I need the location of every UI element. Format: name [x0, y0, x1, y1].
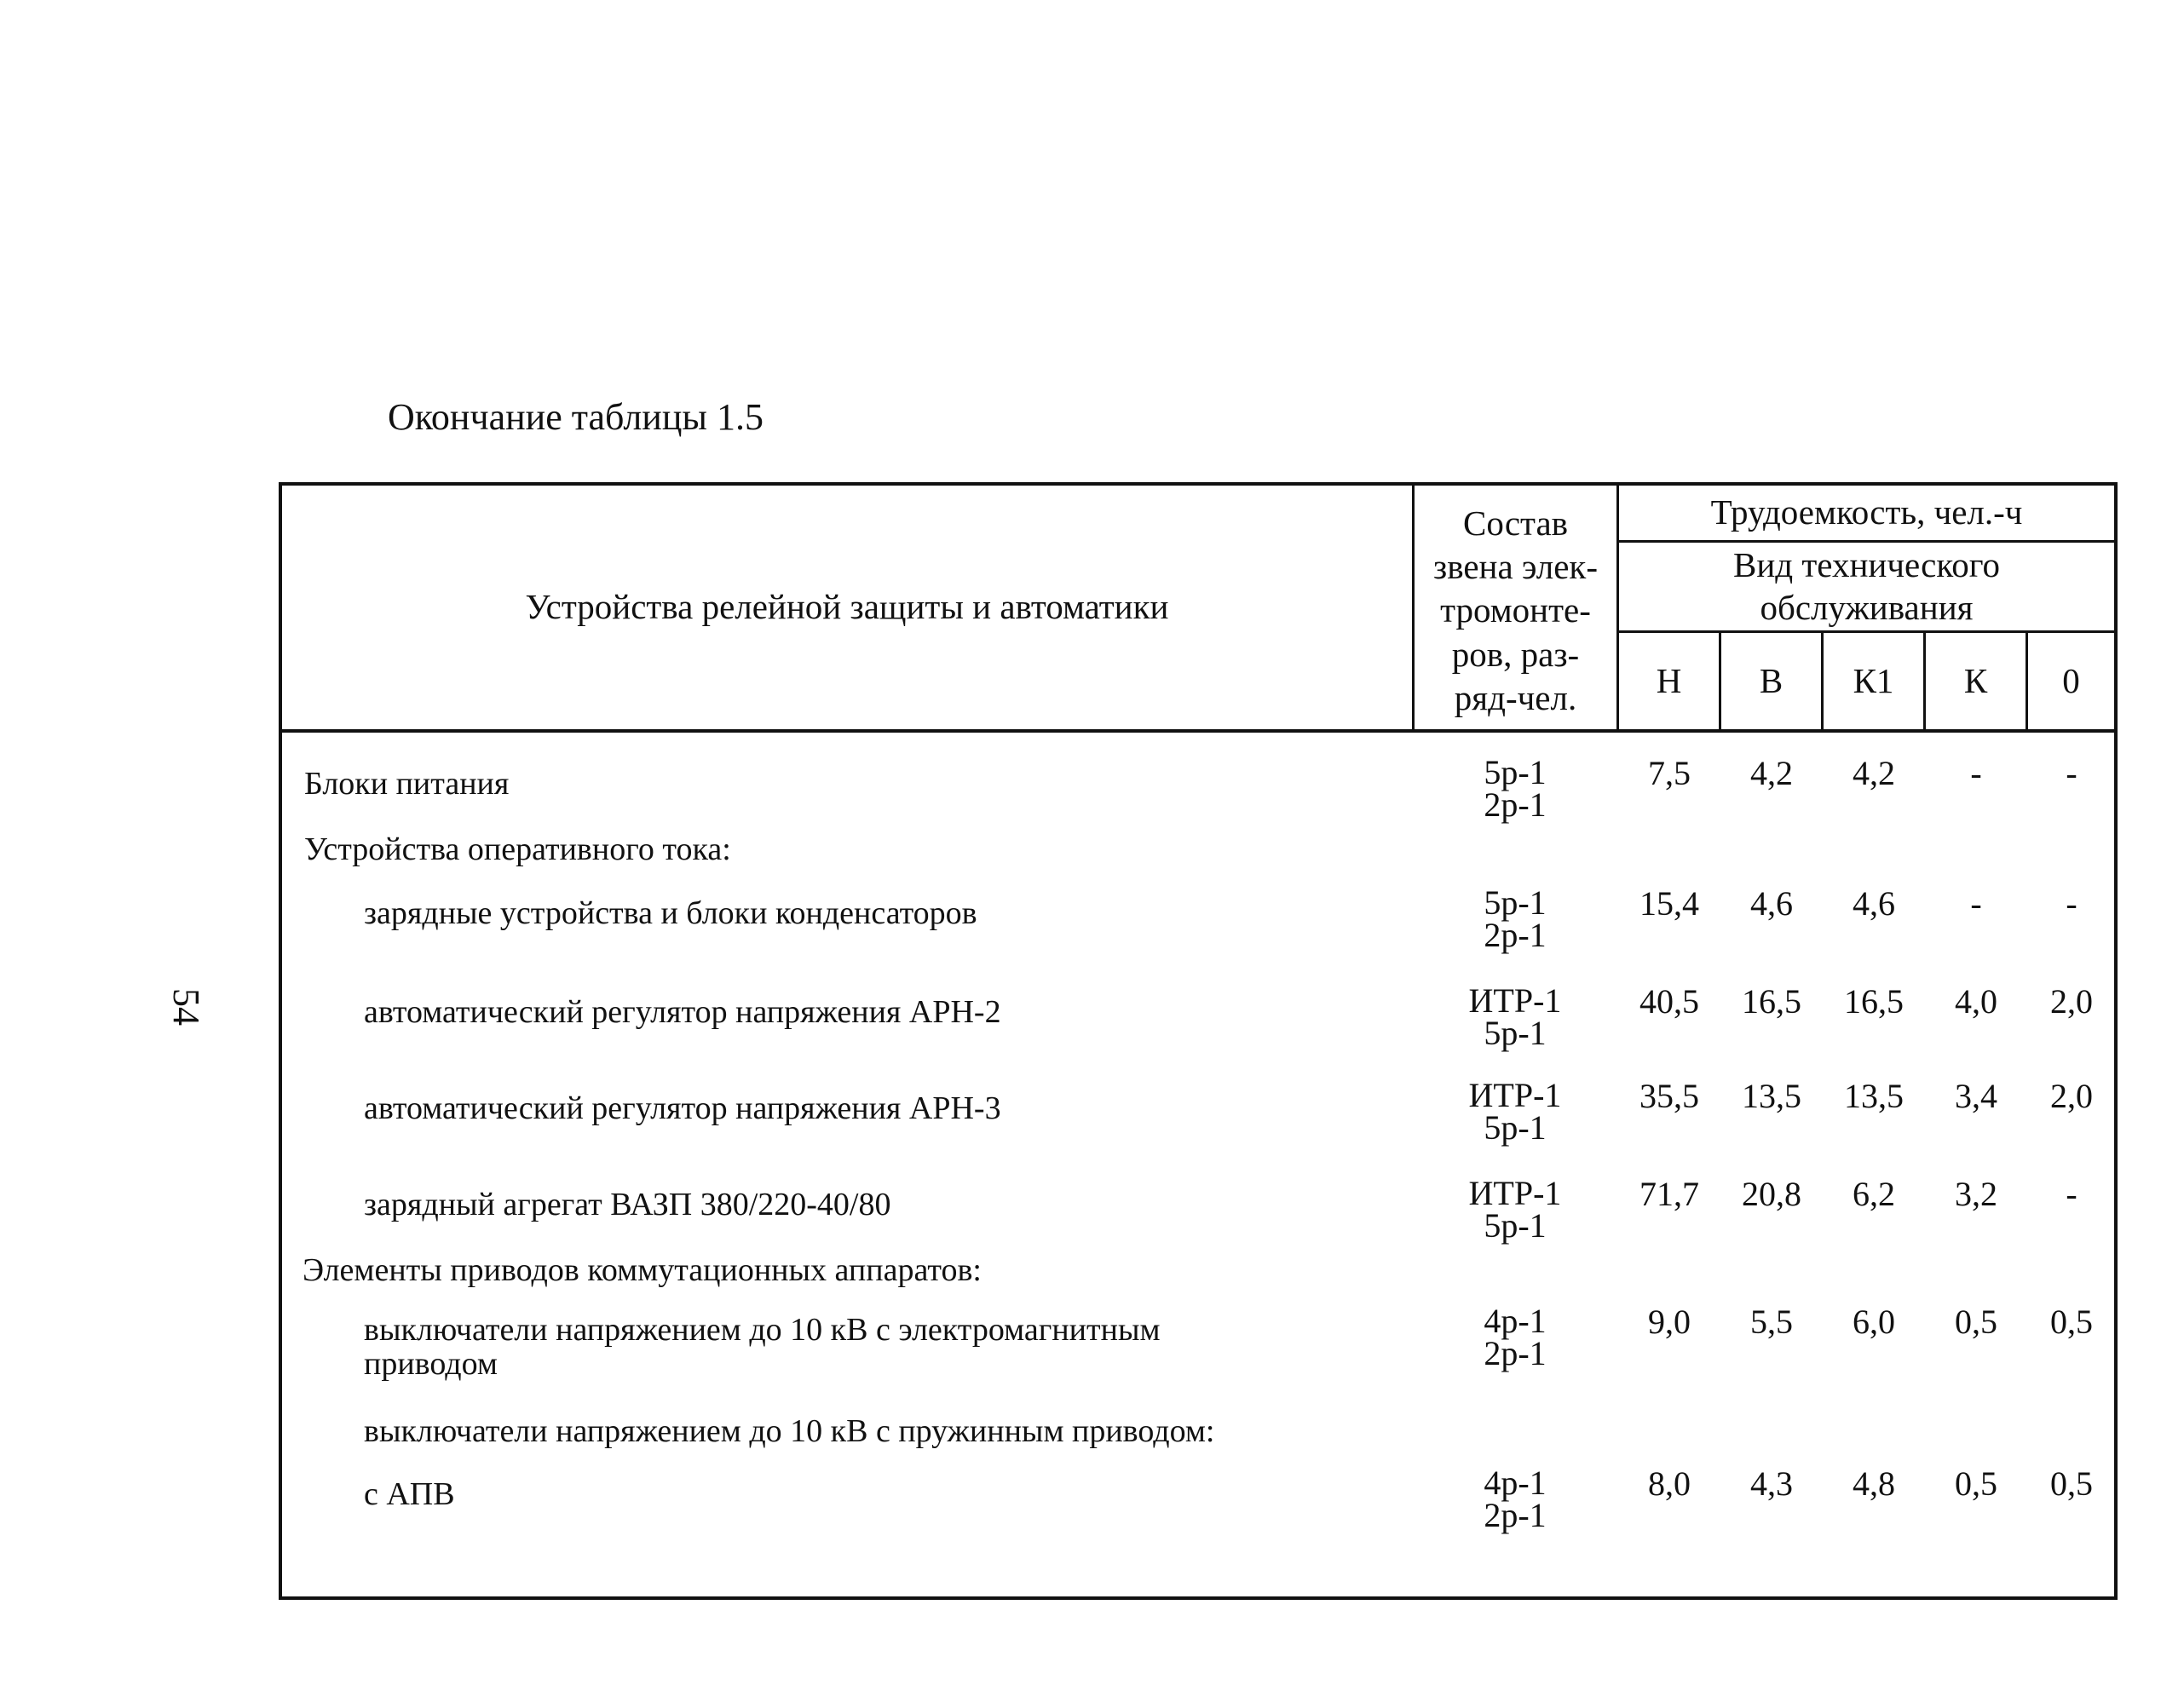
crew-line: 5р-1	[1484, 1206, 1547, 1245]
crew-line: 2р-1	[1484, 1496, 1547, 1534]
crew-line: 4р-1	[1484, 1464, 1547, 1502]
row-name	[364, 1314, 1161, 1382]
row-value: 5,5	[1750, 1303, 1793, 1341]
crew-line: 5р-1	[1484, 753, 1547, 791]
row-value: 20,8	[1742, 1175, 1801, 1213]
row-value: 0,5	[2050, 1303, 2093, 1341]
service-type-header	[1619, 543, 2114, 630]
row-value: 7,5	[1648, 754, 1691, 792]
service-code-header	[1824, 633, 1923, 729]
service-code-label: В	[1759, 660, 1784, 700]
crew-header-line-1: Состав	[1462, 503, 1569, 543]
crew-column-header	[1415, 499, 1616, 722]
service-type-line-1: Вид технического	[1732, 545, 2001, 585]
service-code-header	[1619, 633, 1719, 729]
row-value: 6,0	[1853, 1303, 1895, 1341]
row-value: 4,3	[1750, 1464, 1793, 1503]
row-value: 9,0	[1648, 1303, 1691, 1341]
row-name-line: выключатели напряжением до 10 кВ с электромагнитным	[364, 1312, 1161, 1348]
row-value: 0,5	[2050, 1464, 2093, 1503]
section-heading: выключатели напряжением до 10 кВ с пружинным приводом:	[364, 1413, 1215, 1449]
row-value: 4,2	[1750, 754, 1793, 792]
service-code-label: К1	[1853, 660, 1894, 700]
row-name: Блоки питания	[304, 766, 510, 802]
row-value: -	[1970, 884, 1982, 923]
table-caption: Окончание таблицы 1.5	[388, 396, 764, 438]
row-value: -	[2066, 884, 2077, 923]
service-code-header	[2028, 633, 2114, 729]
service-type-line-2: обслуживания	[1760, 587, 1974, 627]
row-value: 16,5	[1844, 982, 1904, 1021]
row-crew	[1443, 753, 1588, 824]
row-value: 4,2	[1853, 754, 1895, 792]
row-name: зарядный агрегат ВАЗП 380/220-40/80	[364, 1187, 891, 1222]
row-crew	[1443, 1464, 1588, 1534]
crew-line: 2р-1	[1484, 916, 1547, 954]
device-column-label: Устройства релейной защиты и автоматики	[525, 587, 1169, 627]
row-value: -	[2066, 1175, 2077, 1213]
row-value: 4,8	[1853, 1464, 1895, 1503]
row-value: 71,7	[1639, 1175, 1699, 1213]
row-value: 16,5	[1742, 982, 1801, 1021]
row-value: 2,0	[2050, 1077, 2093, 1115]
header-bottom-rule	[282, 729, 2114, 733]
labor-header	[1619, 486, 2114, 540]
row-crew	[1443, 883, 1588, 954]
crew-line: ИТР-1	[1468, 1076, 1562, 1114]
crew-header-line-2: звена элек-	[1433, 547, 1598, 587]
crew-line: ИТР-1	[1468, 1174, 1562, 1212]
row-value: 4,0	[1955, 982, 1997, 1021]
row-value: 13,5	[1844, 1077, 1904, 1115]
crew-header-line-5: ряд-чел.	[1454, 677, 1577, 717]
crew-line: 4р-1	[1484, 1302, 1547, 1340]
row-value: 15,4	[1639, 884, 1699, 923]
row-value: 6,2	[1853, 1175, 1895, 1213]
labor-table	[279, 482, 2118, 1600]
row-name: автоматический регулятор напряжения АРН-2	[364, 994, 1001, 1030]
row-name: зарядные устройства и блоки конденсаторов	[364, 895, 977, 931]
row-value: 40,5	[1639, 982, 1699, 1021]
crew-line: 5р-1	[1484, 883, 1547, 922]
row-value: 8,0	[1648, 1464, 1691, 1503]
row-value: -	[2066, 754, 2077, 792]
crew-line: 5р-1	[1484, 1014, 1547, 1052]
row-value: -	[1970, 754, 1982, 792]
row-value: 4,6	[1750, 884, 1793, 923]
service-code-header	[1721, 633, 1821, 729]
row-value: 0,5	[1955, 1464, 1997, 1503]
row-crew	[1443, 1076, 1588, 1147]
row-value: 3,2	[1955, 1175, 1997, 1213]
crew-line: 2р-1	[1484, 1334, 1547, 1372]
row-crew	[1443, 981, 1588, 1052]
service-code-label: К	[1963, 660, 1988, 700]
service-code-header	[1926, 633, 2026, 729]
row-crew	[1443, 1302, 1588, 1372]
row-value: 13,5	[1742, 1077, 1801, 1115]
service-code-label: 0	[2062, 660, 2080, 700]
row-value: 3,4	[1955, 1077, 1997, 1115]
crew-line: 2р-1	[1484, 785, 1547, 824]
row-crew	[1443, 1174, 1588, 1245]
row-value: 0,5	[1955, 1303, 1997, 1341]
section-heading: Устройства оперативного тока:	[304, 831, 731, 867]
crew-header-line-3: тромонте-	[1440, 590, 1591, 630]
section-heading: Элементы приводов коммутационных аппаратов:	[303, 1252, 982, 1288]
row-name: автоматический регулятор напряжения АРН-3	[364, 1090, 1001, 1126]
row-name: с АПВ	[364, 1476, 455, 1512]
row-value: 2,0	[2050, 982, 2093, 1021]
crew-line: ИТР-1	[1468, 981, 1562, 1020]
row-value: 4,6	[1853, 884, 1895, 923]
row-value: 35,5	[1639, 1077, 1699, 1115]
crew-header-line-4: ров, раз-	[1451, 634, 1580, 674]
labor-header-label: Трудоемкость, чел.-ч	[1710, 492, 2023, 532]
service-code-label: Н	[1656, 660, 1682, 700]
page-number: 54	[165, 988, 207, 1026]
row-name-line: приводом	[364, 1345, 498, 1382]
device-column-header	[282, 486, 1412, 729]
crew-line: 5р-1	[1484, 1108, 1547, 1147]
